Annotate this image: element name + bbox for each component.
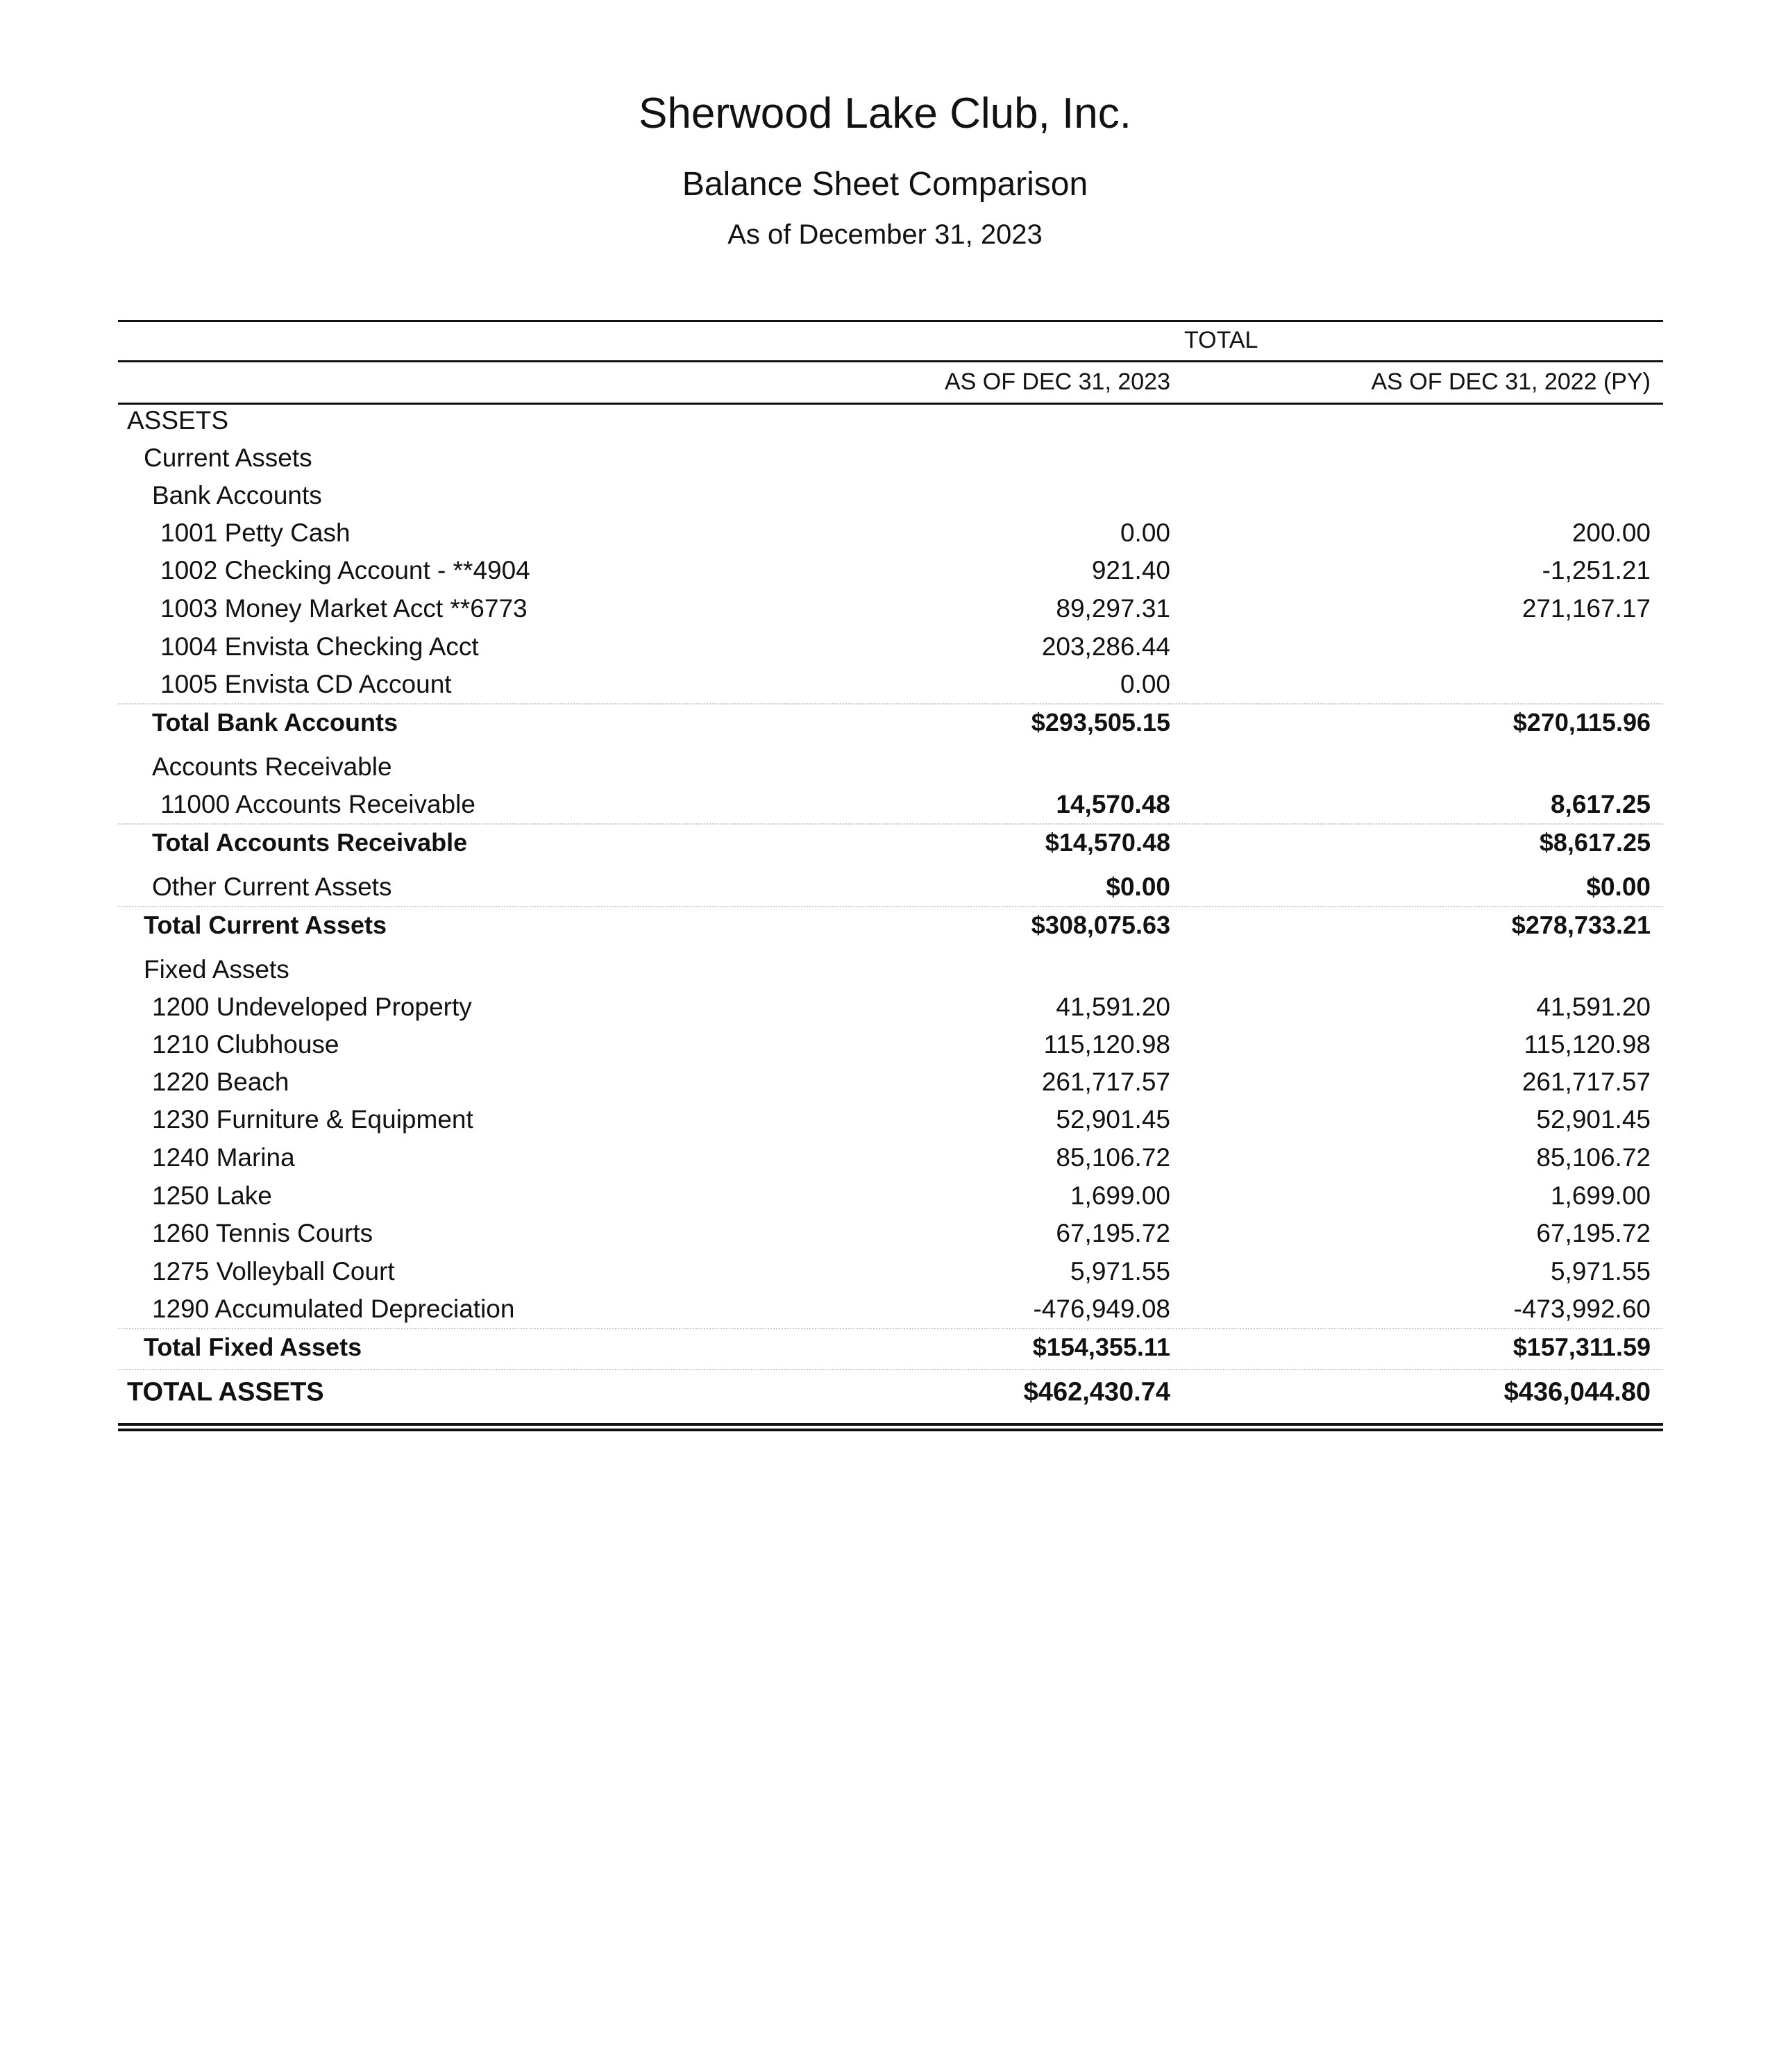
- row-label: Total Accounts Receivable: [152, 828, 468, 857]
- value-prior: 85,106.72: [1536, 1143, 1651, 1172]
- row-1002: [0, 552, 1770, 589]
- row-1240: [0, 1139, 1770, 1177]
- value-prior: 67,195.72: [1536, 1219, 1651, 1247]
- row-1200: [0, 988, 1770, 1026]
- row-label: 1250 Lake: [152, 1181, 272, 1210]
- value-prior: 200.00: [1571, 519, 1651, 547]
- value-prior: 261,717.57: [1522, 1068, 1651, 1096]
- value-current: 1,699.00: [1070, 1181, 1170, 1210]
- value-current: -476,949.08: [1033, 1295, 1170, 1323]
- row-total-fixed-assets: [0, 1329, 1770, 1366]
- row-1004: [0, 628, 1770, 666]
- row-label: 1004 Envista Checking Acct: [160, 632, 479, 661]
- row-total-accounts-receivable: [0, 824, 1770, 861]
- row-label: 1200 Undeveloped Property: [152, 993, 472, 1021]
- row-label: 1290 Accumulated Depreciation: [152, 1295, 515, 1323]
- row-other-current-assets: [0, 868, 1770, 906]
- row-label: ASSETS: [127, 406, 228, 435]
- row-label: Bank Accounts: [152, 481, 322, 509]
- value-current: 0.00: [1120, 519, 1170, 547]
- value-current: 67,195.72: [1056, 1219, 1170, 1247]
- row-fixed-assets: [0, 951, 1770, 988]
- value-current: $293,505.15: [1031, 708, 1170, 736]
- column-header-current: AS OF DEC 31, 2023: [944, 369, 1170, 395]
- row-label: Other Current Assets: [152, 873, 392, 901]
- row-1001: [0, 514, 1770, 552]
- row-accounts-receivable: [0, 748, 1770, 786]
- row-label: Fixed Assets: [144, 955, 289, 984]
- report-date: As of December 31, 2023: [727, 219, 1043, 250]
- row-total-assets: [0, 1374, 1770, 1411]
- row-label: Total Fixed Assets: [144, 1333, 362, 1361]
- value-prior: -1,251.21: [1542, 556, 1651, 584]
- value-current: 85,106.72: [1056, 1143, 1170, 1172]
- row-label: 1220 Beach: [152, 1068, 289, 1096]
- value-prior: $0.00: [1586, 873, 1651, 901]
- row-current-assets: [0, 439, 1770, 477]
- value-current: $14,570.48: [1045, 828, 1170, 857]
- row-1220: [0, 1063, 1770, 1101]
- value-current: 203,286.44: [1041, 632, 1170, 661]
- value-current: 5,971.55: [1070, 1257, 1170, 1286]
- value-prior: $8,617.25: [1539, 828, 1651, 857]
- value-current: 921.40: [1091, 556, 1170, 584]
- report-title: Balance Sheet Comparison: [682, 166, 1088, 203]
- row-label: 11000 Accounts Receivable: [160, 790, 475, 818]
- row-1250: [0, 1177, 1770, 1215]
- divider: [118, 1369, 1663, 1370]
- row-label: Total Current Assets: [144, 911, 387, 939]
- value-current: 115,120.98: [1043, 1030, 1170, 1059]
- value-prior: 1,699.00: [1550, 1181, 1651, 1210]
- row-label: 1002 Checking Account - **4904: [160, 556, 530, 584]
- value-current: 14,570.48: [1056, 790, 1170, 818]
- row-1210: [0, 1026, 1770, 1063]
- row-1003: [0, 590, 1770, 628]
- value-prior: 5,971.55: [1550, 1257, 1651, 1286]
- column-header-prior: AS OF DEC 31, 2022 (PY): [1371, 369, 1651, 395]
- value-current: $462,430.74: [1023, 1377, 1170, 1407]
- row-label: Current Assets: [144, 444, 312, 472]
- value-prior: $436,044.80: [1503, 1377, 1651, 1407]
- value-current: 89,297.31: [1056, 594, 1170, 623]
- value-prior: $157,311.59: [1512, 1333, 1651, 1361]
- value-prior: 41,591.20: [1536, 993, 1651, 1021]
- row-total-current-assets: [0, 907, 1770, 944]
- row-total-bank-accounts: [0, 704, 1770, 741]
- value-prior: $270,115.96: [1512, 708, 1651, 736]
- row-label: 1001 Petty Cash: [160, 519, 351, 547]
- group-rule: [118, 360, 1663, 362]
- row-1005: [0, 666, 1770, 703]
- row-label: 1260 Tennis Courts: [152, 1219, 373, 1247]
- value-current: 0.00: [1120, 670, 1170, 698]
- row-label: 1275 Volleyball Court: [152, 1257, 395, 1286]
- value-prior: $278,733.21: [1511, 911, 1651, 939]
- row-11000: [0, 786, 1770, 823]
- value-current: $308,075.63: [1031, 911, 1170, 939]
- row-bank-accounts: [0, 477, 1770, 514]
- row-assets: [0, 402, 1770, 439]
- row-1230: [0, 1101, 1770, 1138]
- row-label: 1005 Envista CD Account: [160, 670, 452, 698]
- row-label: Accounts Receivable: [152, 752, 392, 781]
- value-prior: -473,992.60: [1513, 1295, 1651, 1323]
- row-1290: [0, 1290, 1770, 1328]
- row-label: TOTAL ASSETS: [127, 1377, 324, 1407]
- value-prior: 52,901.45: [1536, 1105, 1651, 1134]
- row-1275: [0, 1253, 1770, 1290]
- value-current: $0.00: [1106, 873, 1170, 901]
- value-current: 41,591.20: [1056, 993, 1170, 1021]
- value-current: 261,717.57: [1041, 1068, 1170, 1096]
- company-name: Sherwood Lake Club, Inc.: [639, 90, 1131, 137]
- row-label: 1003 Money Market Acct **6773: [160, 594, 528, 623]
- value-prior: 115,120.98: [1524, 1030, 1651, 1059]
- grand-total-rule-top: [118, 1423, 1663, 1426]
- row-label: 1240 Marina: [152, 1143, 295, 1172]
- column-group-header: TOTAL: [1184, 327, 1258, 353]
- row-1260: [0, 1215, 1770, 1252]
- row-label: 1230 Furniture & Equipment: [152, 1105, 473, 1134]
- row-label: Total Bank Accounts: [152, 708, 398, 736]
- top-rule: [118, 320, 1663, 322]
- grand-total-rule-bottom: [118, 1429, 1663, 1431]
- value-current: $154,355.11: [1032, 1333, 1170, 1361]
- value-prior: 271,167.17: [1522, 594, 1651, 623]
- row-label: 1210 Clubhouse: [152, 1030, 339, 1059]
- value-prior: 8,617.25: [1550, 790, 1651, 818]
- value-current: 52,901.45: [1056, 1105, 1170, 1134]
